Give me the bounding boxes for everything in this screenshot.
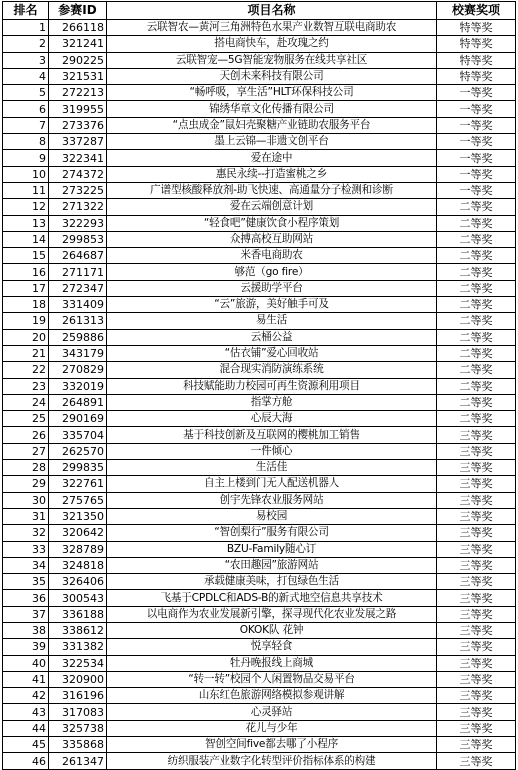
cell-rank: 28: [3, 460, 49, 476]
cell-rank: 25: [3, 411, 49, 427]
cell-id: 262570: [49, 443, 107, 459]
table-row: [3, 508, 516, 524]
cell-project-name: 众搏高校互助网站: [107, 231, 437, 247]
cell-project-name: 以电商作为农业发展新引擎，探寻现代化农业发展之路: [107, 606, 437, 622]
cell-award: 特等奖: [437, 68, 516, 84]
table-row: [3, 313, 516, 329]
cell-project-name: 混合现实消防演练系统: [107, 362, 437, 378]
header-id: 参赛ID: [49, 2, 107, 20]
cell-project-name: 云联智农—黄河三角洲特色水果产业数智互联电商助农: [107, 20, 437, 36]
cell-id: 271171: [49, 264, 107, 280]
cell-rank: 8: [3, 134, 49, 150]
table-row: [3, 590, 516, 606]
cell-project-name: 悦享轻食: [107, 639, 437, 655]
table-row: [3, 492, 516, 508]
table-row: [3, 476, 516, 492]
cell-project-name: 智创空间five都去哪了小程序: [107, 737, 437, 753]
cell-rank: 33: [3, 541, 49, 557]
cell-rank: 29: [3, 476, 49, 492]
table-row: [3, 737, 516, 753]
table-row: [3, 248, 516, 264]
cell-id: 320642: [49, 525, 107, 541]
cell-rank: 21: [3, 345, 49, 361]
cell-award: 三等奖: [437, 443, 516, 459]
cell-rank: 26: [3, 427, 49, 443]
table-row: [3, 215, 516, 231]
cell-rank: 30: [3, 492, 49, 508]
cell-id: 324818: [49, 557, 107, 573]
table-row: [3, 345, 516, 361]
cell-rank: 3: [3, 52, 49, 68]
cell-rank: 22: [3, 362, 49, 378]
cell-rank: 19: [3, 313, 49, 329]
cell-award: 二等奖: [437, 345, 516, 361]
cell-project-name: 纺织服装产业数字化转型评价指标体系的构建: [107, 753, 437, 769]
cell-award: 一等奖: [437, 166, 516, 182]
table-row: [3, 753, 516, 769]
cell-award: 二等奖: [437, 362, 516, 378]
cell-project-name: 云联智宠—5G智能宠物服务在线共享社区: [107, 52, 437, 68]
cell-award: 二等奖: [437, 411, 516, 427]
cell-rank: 10: [3, 166, 49, 182]
cell-id: 325738: [49, 720, 107, 736]
cell-award: 三等奖: [437, 753, 516, 769]
table-row: [3, 362, 516, 378]
cell-project-name: 心辰大海: [107, 411, 437, 427]
cell-project-name: 云桶公益: [107, 329, 437, 345]
cell-rank: 40: [3, 655, 49, 671]
cell-project-name: 飞基于CPDLC和ADS-B的新式地空信息共享技术: [107, 590, 437, 606]
cell-id: 261313: [49, 313, 107, 329]
cell-award: 三等奖: [437, 688, 516, 704]
cell-award: 三等奖: [437, 639, 516, 655]
cell-project-name: “农田趣园”旅游网站: [107, 557, 437, 573]
cell-project-name: “轻食吧”健康饮食小程序策划: [107, 215, 437, 231]
table-body: [3, 20, 516, 770]
cell-rank: 39: [3, 639, 49, 655]
cell-rank: 1: [3, 20, 49, 36]
cell-project-name: “点虫成金”鼠妇壳聚糖产业链助农服务平台: [107, 117, 437, 133]
table-row: [3, 280, 516, 296]
cell-rank: 43: [3, 704, 49, 720]
cell-rank: 4: [3, 68, 49, 84]
cell-award: 三等奖: [437, 655, 516, 671]
cell-project-name: “转一转”校园个人闲置物品交易平台: [107, 671, 437, 687]
cell-project-name: “畅呼吸，享生活”HLT环保科技公司: [107, 85, 437, 101]
table-row: [3, 117, 516, 133]
table-row: [3, 329, 516, 345]
table-row: [3, 231, 516, 247]
cell-project-name: 惠民永续--打造蜜桃之乡: [107, 166, 437, 182]
cell-rank: 13: [3, 215, 49, 231]
cell-project-name: 爱在途中: [107, 150, 437, 166]
cell-rank: 6: [3, 101, 49, 117]
cell-id: 316196: [49, 688, 107, 704]
cell-project-name: 易生活: [107, 313, 437, 329]
cell-award: 三等奖: [437, 704, 516, 720]
cell-award: 二等奖: [437, 313, 516, 329]
table-row: [3, 199, 516, 215]
cell-rank: 15: [3, 248, 49, 264]
award-results-table: [2, 1, 516, 770]
cell-award: 一等奖: [437, 117, 516, 133]
cell-id: 338612: [49, 622, 107, 638]
table-row: [3, 655, 516, 671]
cell-project-name: 心灵驿站: [107, 704, 437, 720]
cell-award: 一等奖: [437, 150, 516, 166]
cell-award: 三等奖: [437, 541, 516, 557]
cell-rank: 17: [3, 280, 49, 296]
cell-id: 264891: [49, 394, 107, 410]
cell-award: 三等奖: [437, 622, 516, 638]
cell-project-name: 墨上云锦—非遗文创平台: [107, 134, 437, 150]
cell-rank: 9: [3, 150, 49, 166]
cell-project-name: 牡丹晚报线上商城: [107, 655, 437, 671]
cell-project-name: 易校园: [107, 508, 437, 524]
cell-rank: 35: [3, 574, 49, 590]
table-header: [3, 2, 516, 20]
cell-award: 二等奖: [437, 297, 516, 313]
cell-award: 特等奖: [437, 52, 516, 68]
table-row: [3, 639, 516, 655]
table-row: [3, 182, 516, 198]
table-row: [3, 443, 516, 459]
cell-rank: 37: [3, 606, 49, 622]
table-row: [3, 720, 516, 736]
cell-rank: 23: [3, 378, 49, 394]
cell-project-name: 科技赋能助力校园可再生资源利用项目: [107, 378, 437, 394]
cell-project-name: 锦绣华章文化传播有限公司: [107, 101, 437, 117]
table-row: [3, 297, 516, 313]
cell-rank: 32: [3, 525, 49, 541]
cell-id: 299853: [49, 231, 107, 247]
cell-project-name: 自主上楼到门无人配送机器人: [107, 476, 437, 492]
table-row: [3, 411, 516, 427]
cell-project-name: BZU-Family随心订: [107, 541, 437, 557]
cell-id: 321241: [49, 36, 107, 52]
cell-project-name: 天创未来科技有限公司: [107, 68, 437, 84]
cell-project-name: “云”旅游，美好触手可及: [107, 297, 437, 313]
table-row: [3, 52, 516, 68]
table-row: [3, 606, 516, 622]
table-row: [3, 20, 516, 36]
cell-id: 328789: [49, 541, 107, 557]
cell-id: 259886: [49, 329, 107, 345]
cell-rank: 44: [3, 720, 49, 736]
cell-id: 335868: [49, 737, 107, 753]
table-row: [3, 150, 516, 166]
cell-award: 一等奖: [437, 134, 516, 150]
cell-project-name: 生活佳: [107, 460, 437, 476]
table-row: [3, 574, 516, 590]
table-row: [3, 557, 516, 573]
cell-project-name: “智创梨行”服务有限公司: [107, 525, 437, 541]
cell-rank: 45: [3, 737, 49, 753]
cell-id: 321350: [49, 508, 107, 524]
table-row: [3, 134, 516, 150]
cell-id: 320900: [49, 671, 107, 687]
cell-id: 290225: [49, 52, 107, 68]
cell-award: 特等奖: [437, 20, 516, 36]
cell-rank: 20: [3, 329, 49, 345]
table-row: [3, 85, 516, 101]
cell-rank: 46: [3, 753, 49, 769]
cell-id: 326406: [49, 574, 107, 590]
table-row: [3, 541, 516, 557]
cell-award: 二等奖: [437, 215, 516, 231]
cell-id: 322761: [49, 476, 107, 492]
cell-id: 271322: [49, 199, 107, 215]
cell-rank: 31: [3, 508, 49, 524]
cell-rank: 24: [3, 394, 49, 410]
cell-award: 二等奖: [437, 248, 516, 264]
cell-project-name: 花儿与少年: [107, 720, 437, 736]
cell-award: 三等奖: [437, 492, 516, 508]
cell-award: 三等奖: [437, 508, 516, 524]
cell-award: 二等奖: [437, 394, 516, 410]
cell-rank: 16: [3, 264, 49, 280]
header-row: [3, 2, 516, 20]
cell-rank: 27: [3, 443, 49, 459]
header-award: 校赛奖项: [437, 2, 516, 20]
cell-id: 322341: [49, 150, 107, 166]
cell-project-name: 指掌方舱: [107, 394, 437, 410]
cell-rank: 42: [3, 688, 49, 704]
cell-project-name: 云援助学平台: [107, 280, 437, 296]
cell-id: 270829: [49, 362, 107, 378]
cell-id: 275765: [49, 492, 107, 508]
cell-rank: 41: [3, 671, 49, 687]
cell-id: 331382: [49, 639, 107, 655]
cell-project-name: 爱在云端创意计划: [107, 199, 437, 215]
table-row: [3, 264, 516, 280]
cell-id: 273376: [49, 117, 107, 133]
table-row: [3, 525, 516, 541]
table-row: [3, 460, 516, 476]
cell-award: 三等奖: [437, 574, 516, 590]
cell-id: 322534: [49, 655, 107, 671]
table-row: [3, 68, 516, 84]
cell-project-name: 米香电商助农: [107, 248, 437, 264]
header-rank: 排名: [3, 2, 49, 20]
cell-id: 335704: [49, 427, 107, 443]
cell-id: 317083: [49, 704, 107, 720]
cell-award: 三等奖: [437, 737, 516, 753]
cell-rank: 5: [3, 85, 49, 101]
cell-id: 336188: [49, 606, 107, 622]
cell-award: 二等奖: [437, 280, 516, 296]
cell-rank: 36: [3, 590, 49, 606]
cell-rank: 14: [3, 231, 49, 247]
cell-id: 343179: [49, 345, 107, 361]
cell-id: 331409: [49, 297, 107, 313]
cell-award: 三等奖: [437, 557, 516, 573]
cell-id: 337287: [49, 134, 107, 150]
table-row: [3, 394, 516, 410]
cell-project-name: 够范（go fire）: [107, 264, 437, 280]
table-row: [3, 688, 516, 704]
cell-award: 特等奖: [437, 36, 516, 52]
table-row: [3, 378, 516, 394]
cell-rank: 12: [3, 199, 49, 215]
cell-rank: 38: [3, 622, 49, 638]
cell-id: 264687: [49, 248, 107, 264]
cell-id: 290169: [49, 411, 107, 427]
table-row: [3, 671, 516, 687]
cell-project-name: 一件倾心: [107, 443, 437, 459]
cell-project-name: 山东红色旅游网络模拟参观讲解: [107, 688, 437, 704]
cell-award: 一等奖: [437, 182, 516, 198]
cell-award: 一等奖: [437, 101, 516, 117]
cell-award: 二等奖: [437, 329, 516, 345]
cell-award: 二等奖: [437, 199, 516, 215]
cell-id: 322293: [49, 215, 107, 231]
cell-project-name: 搭电商快车，赴攻瑰之约: [107, 36, 437, 52]
cell-id: 266118: [49, 20, 107, 36]
cell-id: 272347: [49, 280, 107, 296]
cell-project-name: 承载健康美味，打包绿色生活: [107, 574, 437, 590]
cell-award: 三等奖: [437, 460, 516, 476]
header-name: 项目名称: [107, 2, 437, 20]
cell-rank: 2: [3, 36, 49, 52]
cell-id: 272213: [49, 85, 107, 101]
cell-project-name: “估衣铺”爱心回收站: [107, 345, 437, 361]
cell-project-name: 创宇先锋农业服务网站: [107, 492, 437, 508]
cell-id: 332019: [49, 378, 107, 394]
cell-project-name: OKOK队 花钟: [107, 622, 437, 638]
cell-award: 三等奖: [437, 476, 516, 492]
cell-id: 273225: [49, 182, 107, 198]
cell-award: 三等奖: [437, 671, 516, 687]
cell-rank: 34: [3, 557, 49, 573]
cell-award: 三等奖: [437, 590, 516, 606]
table-row: [3, 427, 516, 443]
cell-id: 261347: [49, 753, 107, 769]
table-row: [3, 704, 516, 720]
cell-award: 三等奖: [437, 427, 516, 443]
cell-award: 三等奖: [437, 606, 516, 622]
cell-rank: 11: [3, 182, 49, 198]
cell-rank: 7: [3, 117, 49, 133]
cell-id: 274372: [49, 166, 107, 182]
cell-project-name: 基于科技创新及互联网的樱桃加工销售: [107, 427, 437, 443]
cell-award: 二等奖: [437, 231, 516, 247]
cell-award: 三等奖: [437, 720, 516, 736]
cell-id: 321531: [49, 68, 107, 84]
table-row: [3, 101, 516, 117]
table-row: [3, 622, 516, 638]
cell-award: 二等奖: [437, 378, 516, 394]
cell-project-name: 广谱型核酸释放剂-助飞快速、高通量分子检测和诊断: [107, 182, 437, 198]
cell-id: 300543: [49, 590, 107, 606]
cell-id: 319955: [49, 101, 107, 117]
cell-award: 二等奖: [437, 264, 516, 280]
cell-rank: 18: [3, 297, 49, 313]
cell-award: 三等奖: [437, 525, 516, 541]
table-row: [3, 36, 516, 52]
table-row: [3, 166, 516, 182]
cell-award: 一等奖: [437, 85, 516, 101]
cell-id: 299835: [49, 460, 107, 476]
